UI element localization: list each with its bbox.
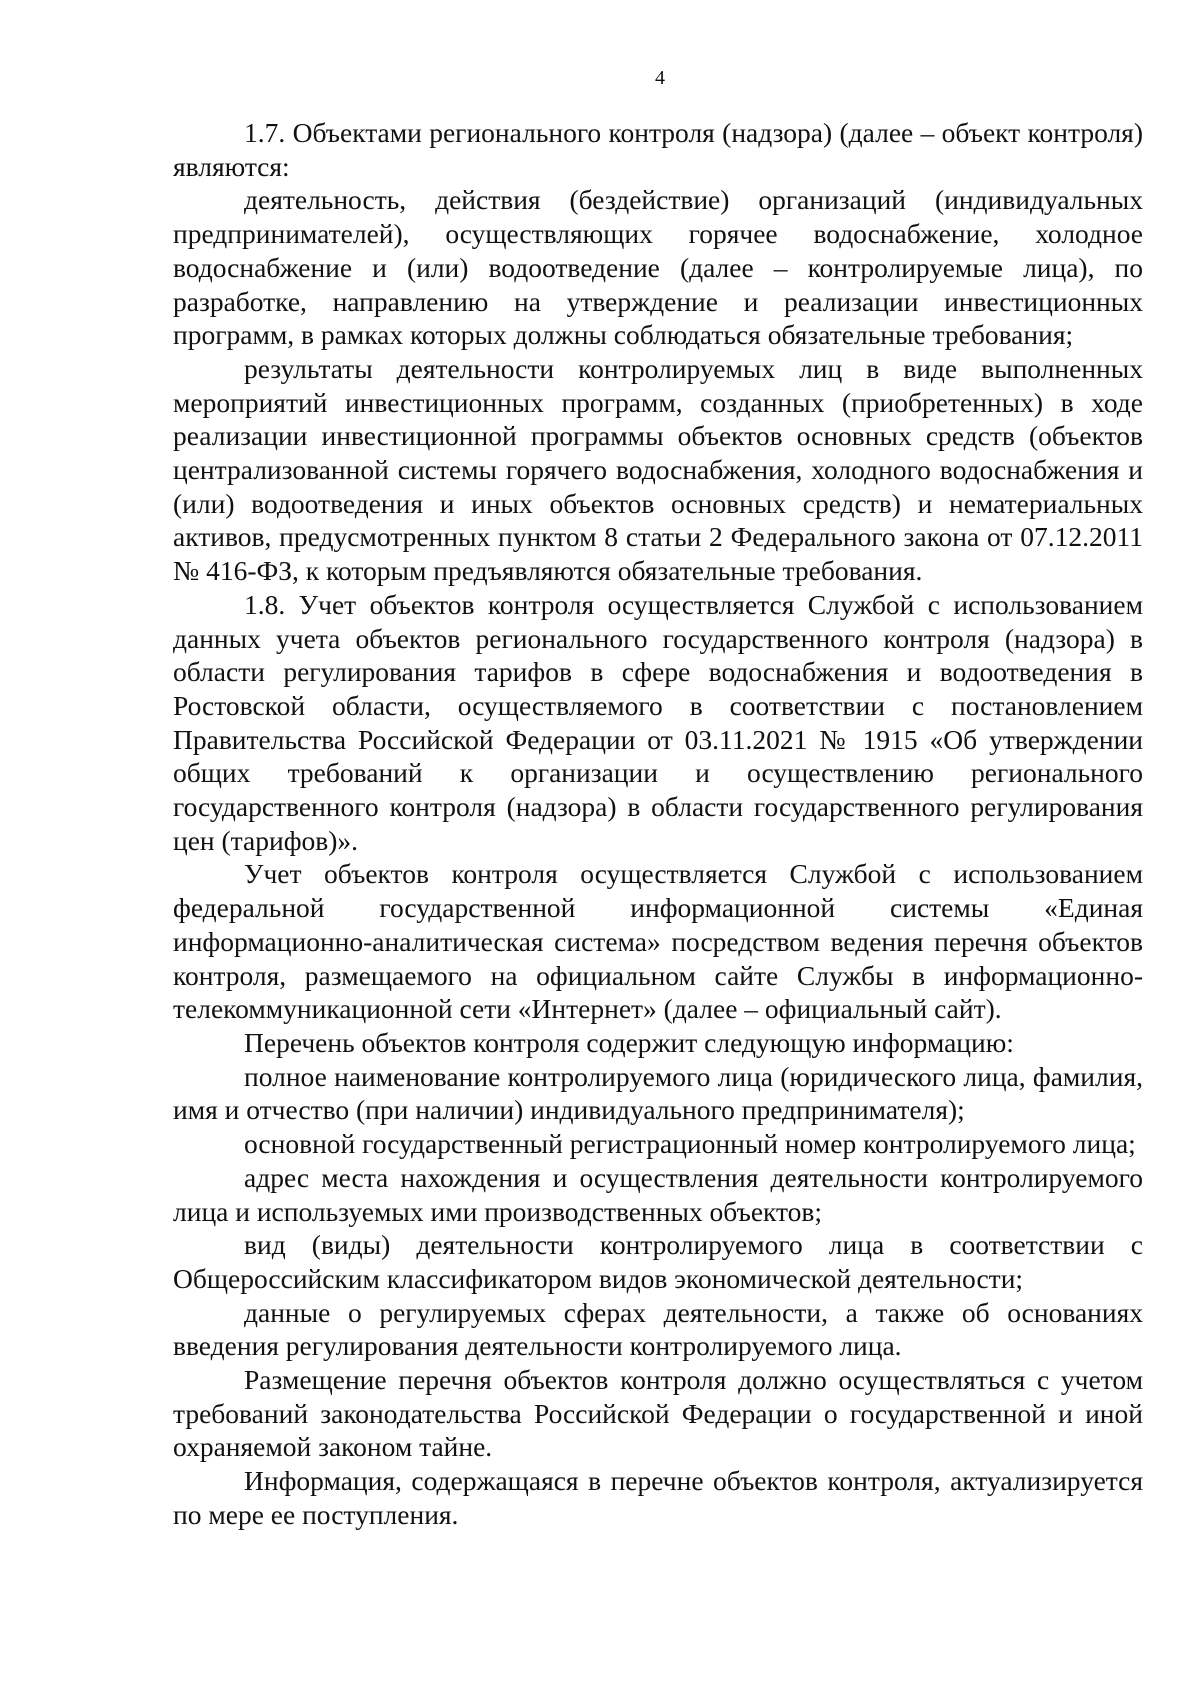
list-item-ogrn: основной государственный регистрационный номер контролируемого лица; — [244, 1128, 1136, 1160]
page-number: 4 — [655, 67, 665, 89]
paragraph-1-7-heading: 1.7. Объектами регионального контроля (надзора) (далее – объект контроля) являются: — [173, 117, 1143, 182]
list-item-activity-type: вид (виды) деятельности контролируемого лица в соответствии с Общероссийским классификатором видов экономической деятельности; — [173, 1229, 1143, 1294]
list-item-regulated-spheres: данные о регулируемых сферах деятельности, а также об основаниях введения регулирования деятельности контролируемого лица. — [173, 1296, 1143, 1362]
paragraph-placement: Размещение перечня объектов контроля должно осуществляться с учетом требований законодательства Российской Федерации о государственной и иной охраняемой законом тайне. — [173, 1364, 1143, 1463]
document-body — [173, 116, 1143, 1532]
paragraph-results: результаты деятельности контролируемых лиц в виде выполненных мероприятий инвестиционных программ, созданных (приобретенных) в ходе реализации инвестиционной программы объектов основных средств (объектов централизованной системы горячего водоснабжения, холодного водоснабжения и (или) водоотведения и иных объектов основных средств) и нематериальных активов, предусмотренных пунктом 8 статьи 2 Федерального закона от 07.12.2011 № 416-ФЗ, к которым предъявляются обязательные требования. — [173, 352, 1143, 587]
paragraph-1-8: 1.8. Учет объектов контроля осуществляется Службой с использованием данных учета объектов регионального государственного контроля (надзора) в области регулирования тарифов в сфере водоснабжения и водоотведения в Ростовской области, осуществляемого в соответствии с постановлением Правительства Российской Федерации от 03.11.2021 № 1915 «Об утверждении общих требований к организации и осуществлению регионального государственного контроля (надзора) в области государственного регулирования цен (тарифов)». — [173, 588, 1143, 856]
list-item-address: адрес места нахождения и осуществления деятельности контролируемого лица и используемых ими производственных объектов; — [173, 1161, 1143, 1227]
paragraph-list-intro: Перечень объектов контроля содержит следующую информацию: — [244, 1026, 1014, 1058]
paragraph-update: Информация, содержащаяся в перечне объектов контроля, актуализируется по мере ее поступления. — [173, 1465, 1143, 1530]
paragraph-activity: деятельность, действия (бездействие) организаций (индивидуальных предпринимателей), осуществляющих горячее водоснабжение, холодное водоснабжение и (или) водоотведение (далее – контролируемые лица), по разработке, направлению на утверждение и реализации инвестиционных программ, в рамках которых должны соблюдаться обязательные требования; — [173, 184, 1143, 351]
paragraph-accounting: Учет объектов контроля осуществляется Службой с использованием федеральной государственной информационной системы «Единая информационно-аналитическая система» посредством ведения перечня объектов контроля, размещаемого на официальном сайте Службы в информационно-телекоммуникационной сети «Интернет» (далее – официальный сайт). — [173, 858, 1143, 1025]
list-item-full-name: полное наименование контролируемого лица (юридического лица, фамилия, имя и отчество (при наличии) индивидуального предпринимателя); — [173, 1060, 1143, 1126]
